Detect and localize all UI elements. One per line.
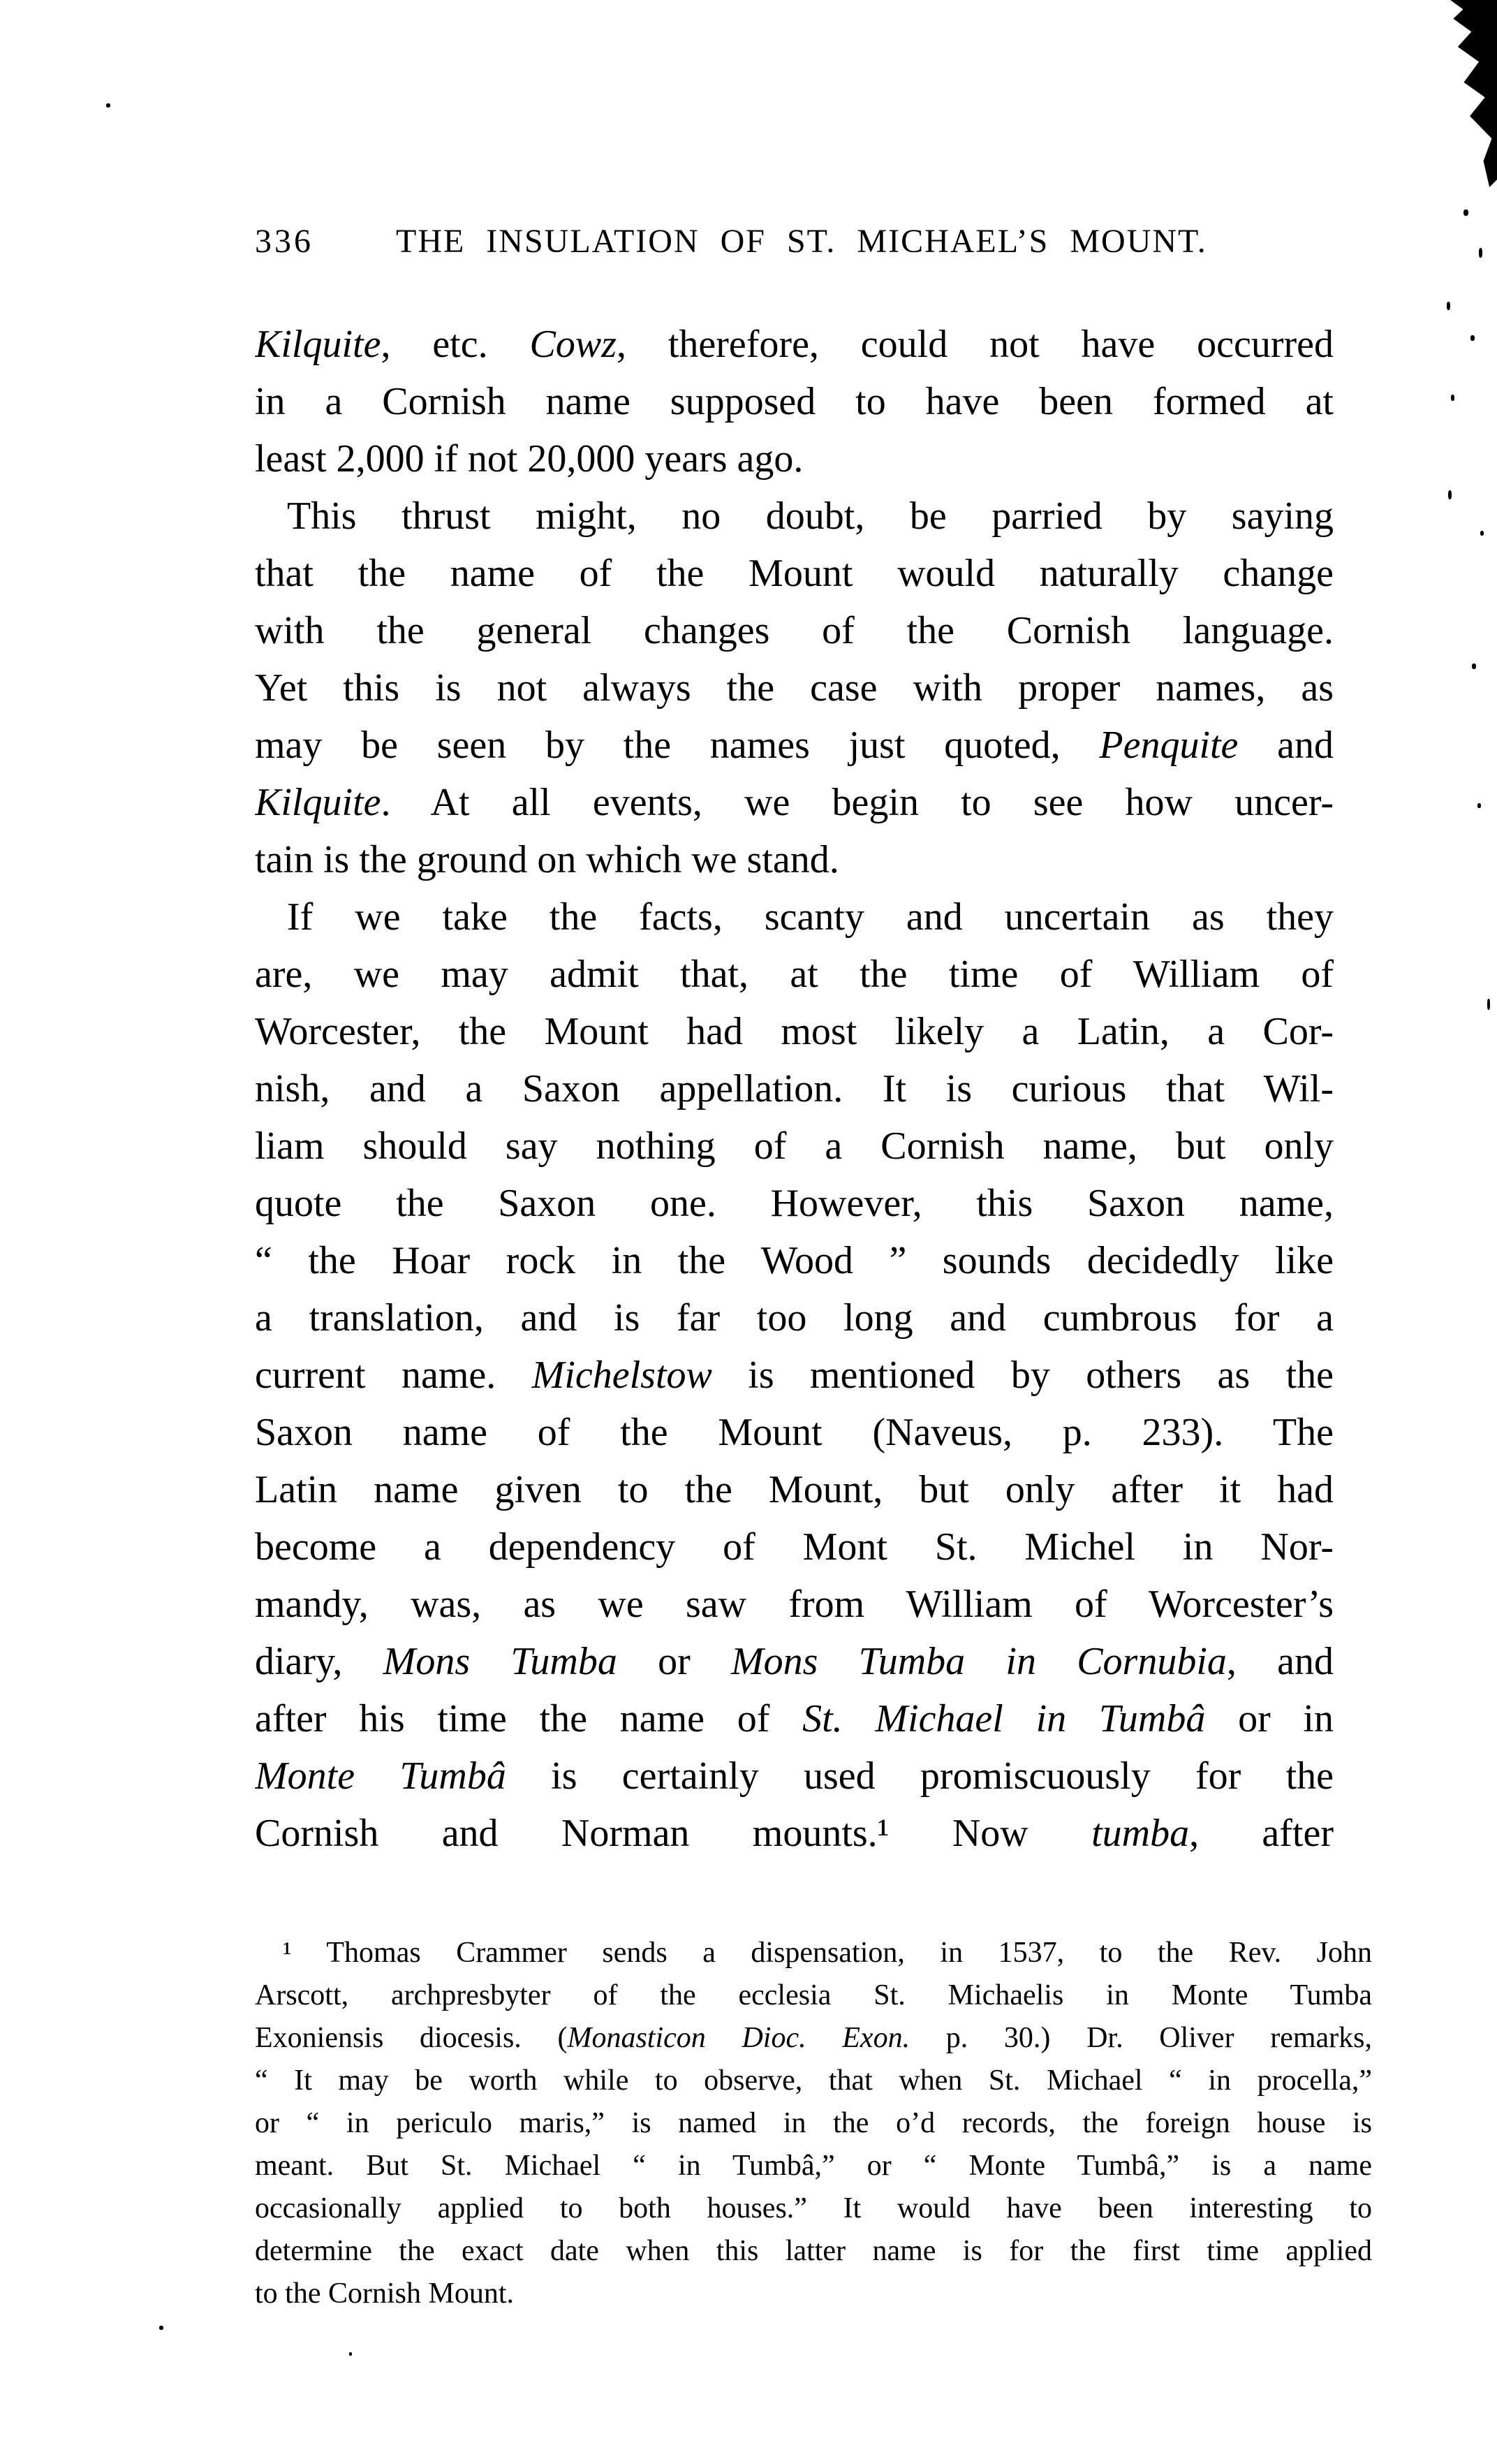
text-segment: that the name of the Mount would naturally change <box>255 552 1334 595</box>
text-line <box>255 373 1334 430</box>
scan-artifact-corner <box>1422 0 1497 187</box>
running-title: THE INSULATION OF ST. MICHAEL’S MOUNT. <box>396 223 1207 260</box>
text-line <box>255 1747 1334 1805</box>
text-segment: Latin name given to the Mount, but only after it had <box>255 1468 1334 1511</box>
text-segment: and <box>1238 724 1334 767</box>
scan-speck <box>1477 803 1481 808</box>
text-segment: Saxon name of the Mount (Naveus, p. 233). The <box>255 1411 1334 1454</box>
text-line <box>255 2273 1372 2315</box>
text-segment: . At all events, we begin to see how uncer- <box>381 781 1334 824</box>
text-segment: Penquite <box>1099 724 1239 767</box>
text-segment: This thrust might, no doubt, be parried by saying <box>287 494 1334 538</box>
text-line <box>255 2187 1372 2230</box>
text-segment: “ It may be worth while to observe, that when St. Michael “ in procella,” <box>255 2065 1372 2097</box>
scan-speck <box>1470 335 1475 341</box>
text-segment: mandy, was, as we saw from William of Worcester’s <box>255 1583 1334 1626</box>
text-line <box>255 1003 1334 1060</box>
text-segment: tumba <box>1091 1812 1190 1855</box>
main-text <box>255 316 1334 1862</box>
text-line <box>255 1576 1334 1633</box>
text-line <box>255 1347 1334 1404</box>
scan-speck <box>106 103 110 108</box>
text-segment: Kilquite <box>255 323 381 366</box>
footnote <box>255 1932 1372 2315</box>
text-segment: a translation, and is far too long and cumbrous for a <box>255 1296 1334 1340</box>
text-segment: ¹ Thomas Crammer sends a dispensation, in 1537, to the Rev. John <box>283 1937 1372 1969</box>
text-segment: Cornish and Norman mounts.¹ Now <box>255 1812 1092 1855</box>
text-segment: Mons Tumba in Cornubia <box>730 1640 1227 1683</box>
text-segment: in a Cornish name supposed to have been formed at <box>255 380 1334 423</box>
text-segment: Monasticon Dioc. Exon. <box>567 2022 910 2054</box>
text-line <box>255 545 1334 602</box>
text-segment: Worcester, the Mount had most likely a Latin, a Cor- <box>255 1010 1334 1053</box>
page-number: 336 <box>255 223 314 260</box>
text-segment: , after <box>1189 1812 1334 1855</box>
text-segment: , therefore, could not have occurred <box>616 323 1334 366</box>
text-line <box>255 430 1334 487</box>
text-line <box>255 946 1334 1003</box>
text-line <box>255 2145 1372 2187</box>
text-line <box>255 1461 1334 1518</box>
text-segment: to the Cornish Mount. <box>255 2278 515 2310</box>
scan-speck <box>1472 663 1476 669</box>
text-line <box>255 659 1334 717</box>
text-segment: or “ in periculo maris,” is named in the o’d records, the foreign house is <box>255 2107 1372 2139</box>
text-segment: determine the exact date when this latter name is for the first time applied <box>255 2235 1372 2267</box>
text-line <box>255 2060 1372 2102</box>
text-segment: with the general changes of the Cornish language. <box>255 609 1334 652</box>
text-line <box>255 1805 1334 1862</box>
text-segment: If we take the facts, scanty and uncertain as they <box>287 895 1334 939</box>
text-segment: quote the Saxon one. However, this Saxon name, <box>255 1182 1334 1225</box>
text-segment: become a dependency of Mont St. Michel in Nor- <box>255 1525 1334 1569</box>
text-segment: or <box>617 1640 731 1683</box>
text-segment: diary, <box>255 1640 383 1683</box>
text-segment: Cowz <box>529 323 617 366</box>
text-segment: Yet this is not always the case with proper names, as <box>255 666 1334 710</box>
text-line <box>255 1232 1334 1289</box>
text-line <box>255 831 1334 888</box>
page-header <box>255 221 1334 263</box>
scan-speck <box>1479 248 1482 258</box>
text-line <box>255 1117 1334 1175</box>
text-segment: meant. But St. Michael “ in Tumbâ,” or “ Monte Tumbâ,” is a name <box>255 2150 1372 2182</box>
scan-speck <box>159 2326 163 2330</box>
text-segment: liam should say nothing of a Cornish name, but only <box>255 1124 1334 1168</box>
text-segment: , etc. <box>381 323 530 366</box>
text-segment: current name. <box>255 1354 532 1397</box>
scan-speck <box>1463 210 1468 216</box>
text-segment: is mentioned by others as the <box>711 1354 1334 1397</box>
text-line <box>255 1175 1334 1232</box>
text-segment: are, we may admit that, at the time of William of <box>255 953 1334 996</box>
text-line <box>255 2017 1372 2060</box>
text-line <box>255 1932 1372 1974</box>
text-segment: “ the Hoar rock in the Wood ” sounds decidedly like <box>255 1239 1334 1282</box>
text-line <box>255 602 1334 659</box>
text-line <box>255 717 1334 774</box>
text-segment: nish, and a Saxon appellation. It is curious that Wil- <box>255 1067 1334 1110</box>
text-line <box>255 1289 1334 1347</box>
scan-speck <box>349 2352 352 2356</box>
scan-speck <box>1487 999 1490 1010</box>
text-segment: Arscott, archpresbyter of the ecclesia St. Michaelis in Monte Tumba <box>255 1979 1372 2011</box>
text-segment: , and <box>1226 1640 1334 1683</box>
text-line <box>255 316 1334 373</box>
text-segment: Monte Tumbâ <box>255 1754 506 1798</box>
scan-speck <box>1451 395 1454 401</box>
text-line <box>255 774 1334 831</box>
text-segment: St. Michael in Tumbâ <box>802 1697 1206 1740</box>
text-segment: least 2,000 if not 20,000 years ago. <box>255 437 804 481</box>
text-segment: tain is the ground on which we stand. <box>255 838 839 881</box>
text-line <box>255 2230 1372 2273</box>
text-segment: p. 30.) Dr. Oliver remarks, <box>910 2022 1372 2054</box>
text-segment: Michelstow <box>531 1354 712 1397</box>
text-line <box>255 487 1334 545</box>
text-segment: may be seen by the names just quoted, <box>255 724 1100 767</box>
text-segment: Mons Tumba <box>383 1640 617 1683</box>
text-line <box>255 1633 1334 1690</box>
text-segment: Kilquite <box>255 781 381 824</box>
scan-speck <box>1448 490 1452 499</box>
text-line <box>255 1690 1334 1747</box>
text-line <box>255 1060 1334 1117</box>
text-line <box>255 1518 1334 1576</box>
scan-speck <box>1447 302 1450 310</box>
text-segment: Exoniensis diocesis. ( <box>255 2022 568 2054</box>
text-line <box>255 1404 1334 1461</box>
text-line <box>255 888 1334 946</box>
scan-speck <box>1480 531 1484 536</box>
text-line <box>255 1974 1372 2017</box>
text-segment: occasionally applied to both houses.” It would have been interesting to <box>255 2192 1372 2224</box>
text-line <box>255 2102 1372 2145</box>
text-segment: or in <box>1205 1697 1334 1740</box>
text-segment: after his time the name of <box>255 1697 803 1740</box>
text-segment: is certainly used promiscuously for the <box>506 1754 1334 1798</box>
